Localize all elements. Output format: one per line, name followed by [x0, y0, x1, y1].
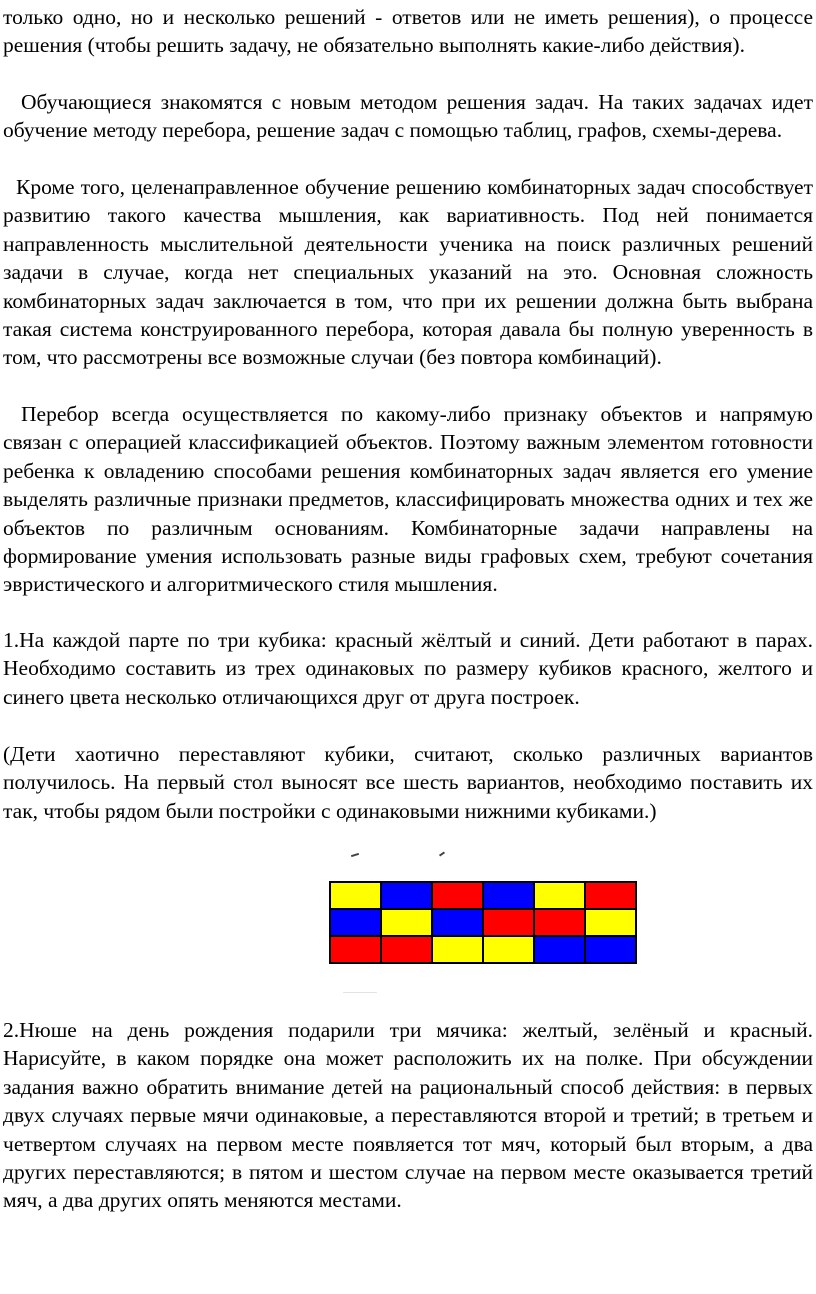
paragraph-3: Кроме того, целенаправленное обучение решению комбинаторных задач способствует развитию такого качества мышления, как вариативность. Под ней понимается направленность мыслительной деятельности ученика на поиск различных решений задачи в случае, когда нет специальных указаний на это. Основная сложность комбинаторных задач заключается в том, что при их решении должна быть выбрана такая система конструированного перебора, которая давала бы полную уверенность в том, что рассмотрены все возможные случаи (без повтора комбинаций). [3, 175, 813, 370]
cube-grid [329, 881, 637, 964]
paragraph-1: только одно, но и несколько решений - ответов или не иметь решения), о процессе решения (чтобы решить задачу, не обязательно выполнять какие-либо действия). [3, 5, 813, 58]
scan-mark [351, 853, 359, 857]
cube-red [483, 909, 534, 936]
cube-red [585, 882, 636, 909]
cube-yellow [330, 882, 381, 909]
task-1-text: 1.На каждой парте по три кубика: красный жёлтый и синий. Дети работают в парах. Необходимо составить из трех одинаковых по размеру кубиков красного, желтого и синего цвета несколько отличающихся друг от друга построек. [3, 628, 813, 709]
paragraph-4: Перебор всегда осуществляется по какому-либо признаку объектов и напрямую связан с операцией классификацией объектов. Поэтому важным элементом готовности ребенка к овладению способами решения комбинаторных задач является его умение выделять различные признаки предметов, классифицировать множества одних и тех же объектов по различным основаниям. Комбинаторные задачи направлены на формирование умения использовать разные виды графовых схем, требуют сочетания эвристического и алгоритмического стиля мышления. [3, 402, 813, 597]
cube-red [330, 936, 381, 963]
paragraph-2: Обучающиеся знакомятся с новым методом решения задач. На таких задачах идет обучение методу перебора, решение задач с помощью таблиц, графов, схемы-дерева. [3, 90, 813, 143]
cube-arrangements-figure [329, 881, 637, 964]
scan-mark [343, 992, 377, 993]
cube-blue [483, 882, 534, 909]
cube-yellow [483, 936, 534, 963]
cube-yellow [585, 909, 636, 936]
cube-blue [381, 882, 432, 909]
cube-blue [534, 936, 585, 963]
cube-blue [432, 909, 483, 936]
cube-red [381, 936, 432, 963]
cube-red [534, 909, 585, 936]
cube-red [432, 882, 483, 909]
cube-blue [330, 909, 381, 936]
task-1-note: (Дети хаотично переставляют кубики, считают, сколько различных вариантов получилось. На первый стол выносят все шесть вариантов, необходимо поставить их так, чтобы рядом были постройки с одинаковыми нижними кубиками.) [3, 742, 813, 823]
cube-yellow [381, 909, 432, 936]
task-2-text: 2.Нюше на день рождения подарили три мячика: желтый, зелёный и красный. Нарисуйте, в каком порядке она может расположить их на полке. При обсуждении задания важно обратить внимание детей на рациональный способ действия: в первых двух случаях первые мячи одинаковые, а переставляются второй и третий; в третьем и четвертом случаях на первом месте появляется тот мяч, который был вторым, а два других переставляются; в пятом и шестом случае на первом месте оказывается третий мяч, а два других опять меняются местами. [3, 1018, 813, 1213]
cube-blue [585, 936, 636, 963]
scan-mark [439, 851, 445, 856]
cube-yellow [432, 936, 483, 963]
cube-yellow [534, 882, 585, 909]
